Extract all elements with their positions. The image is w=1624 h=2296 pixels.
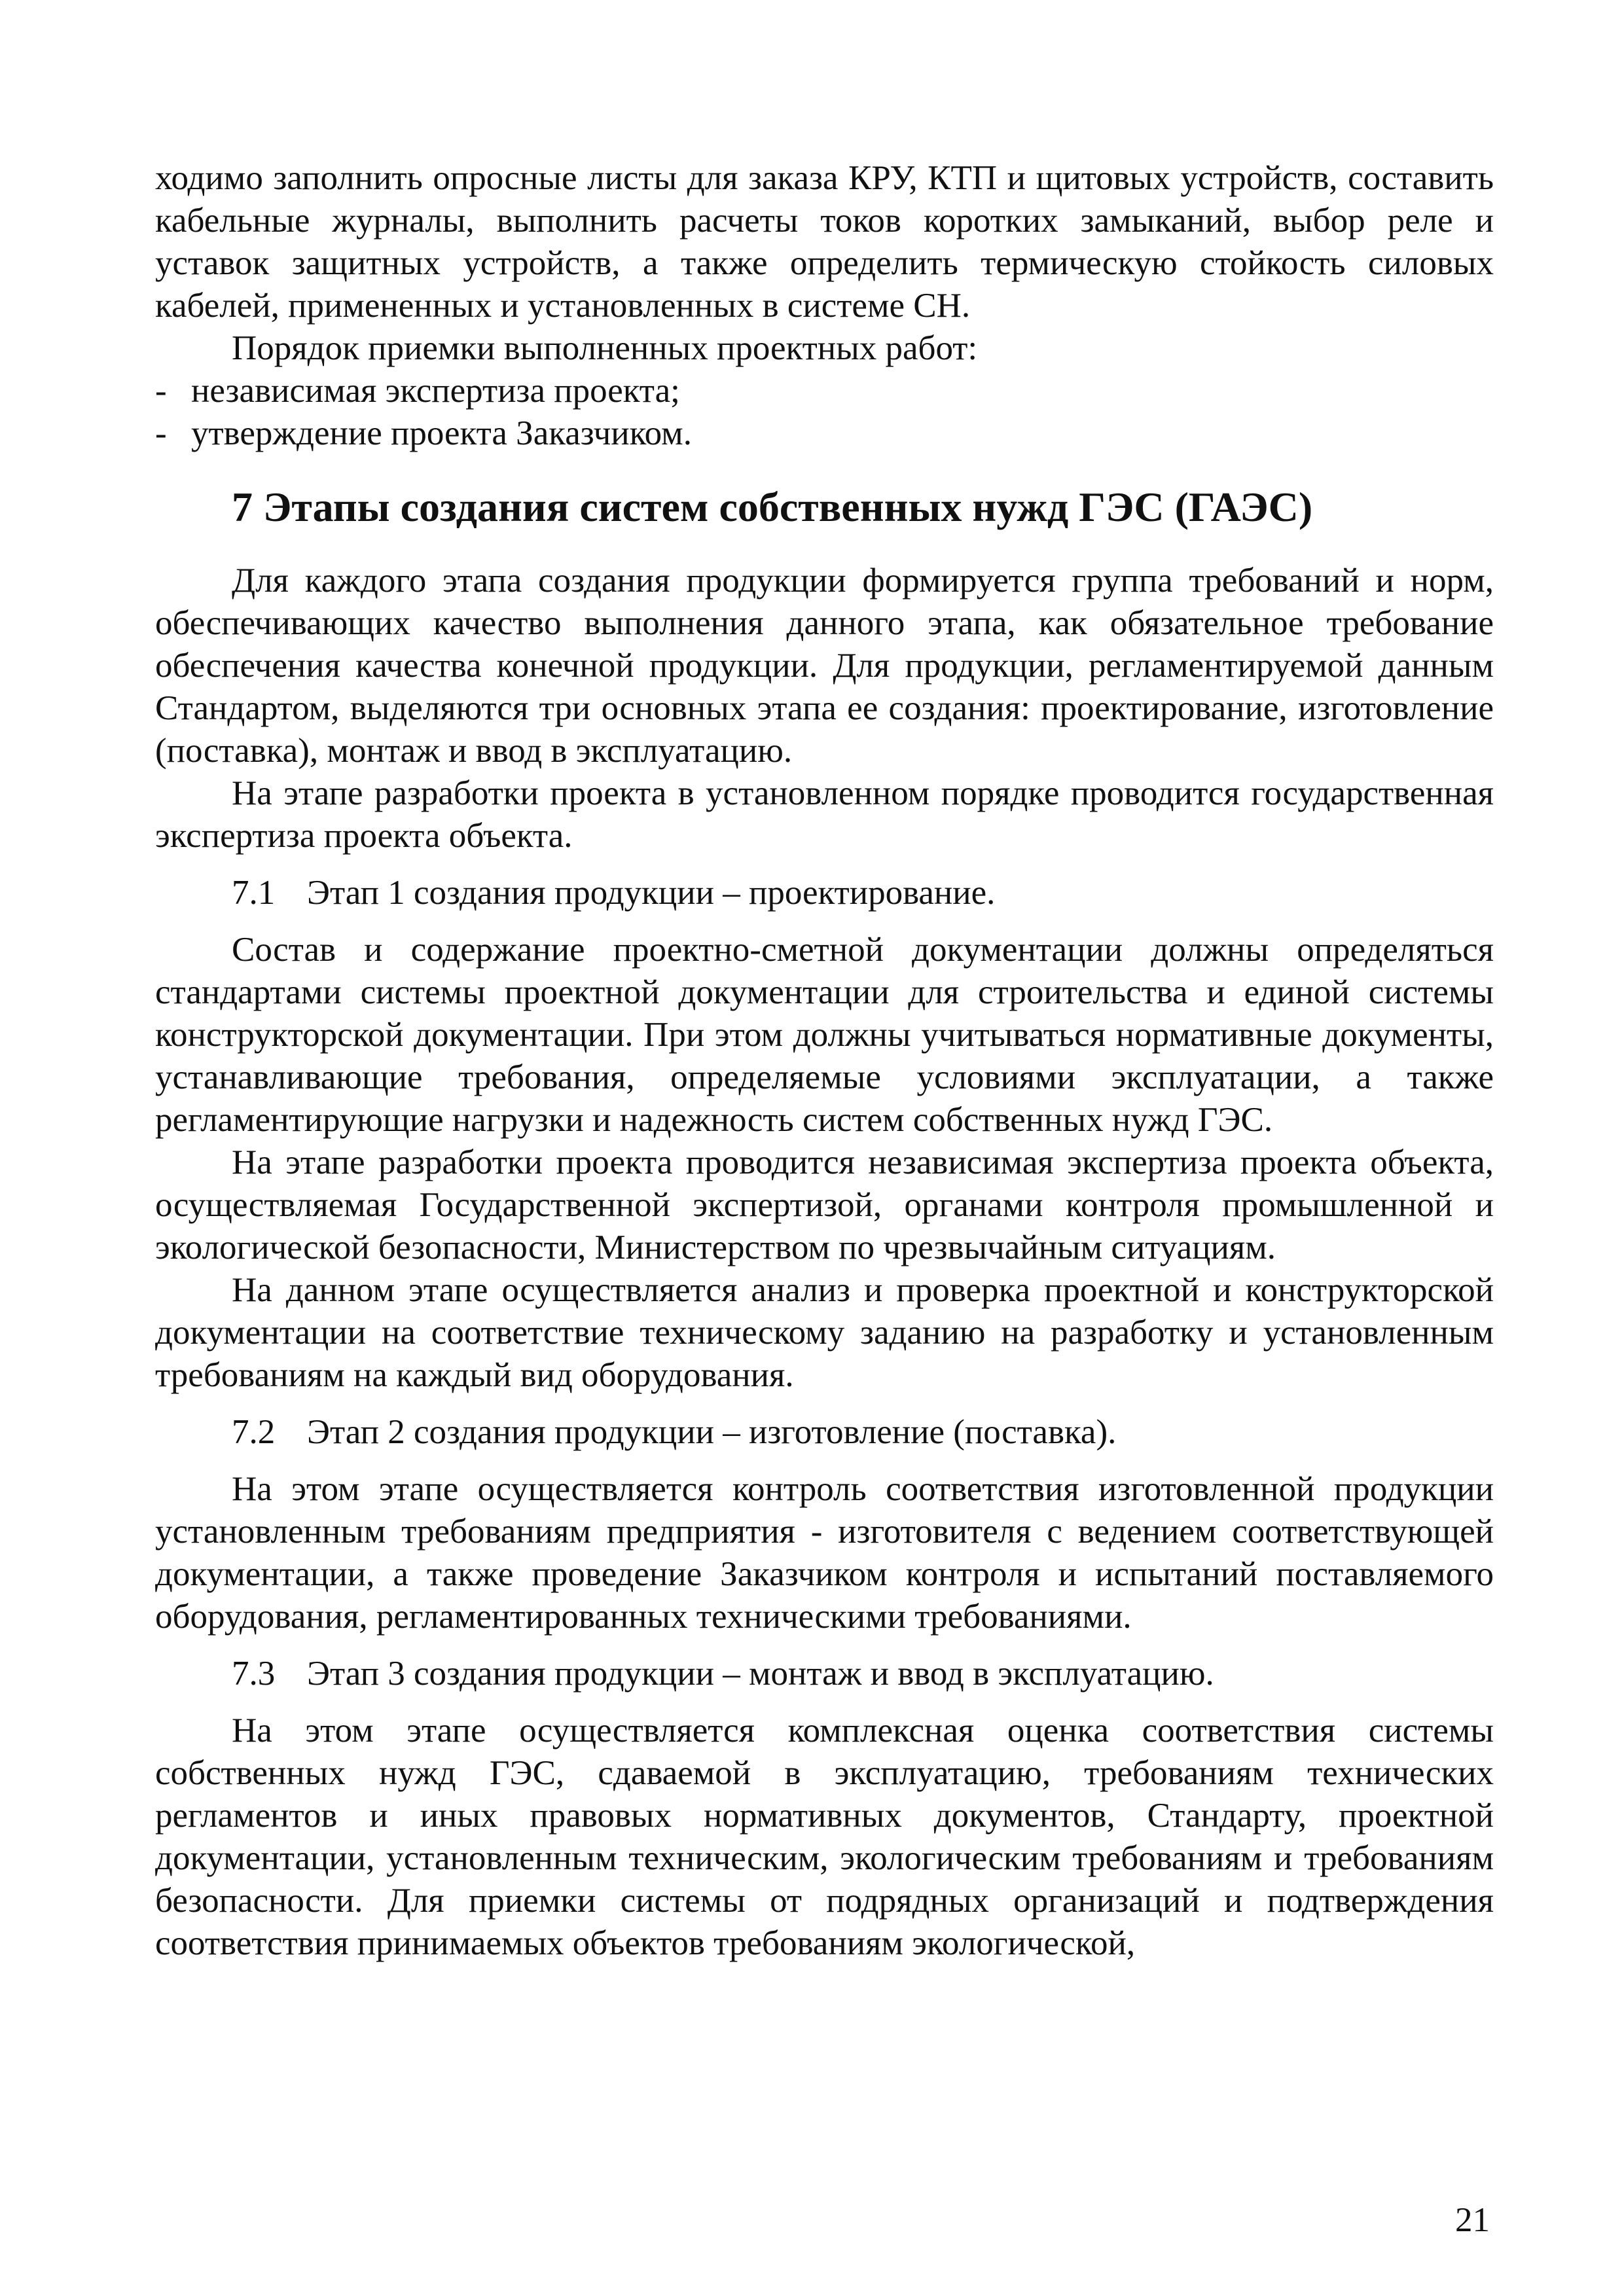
list-dash: - <box>155 414 167 452</box>
paragraph-commissioning: На этом этапе осуществляется комплексная оценка соответствия системы собственных нужд ГЭС, сдаваемой в эксплуатацию, требованиям технических регламентов и иных правовых нормативных документов, Стандарту, проектной документации, установленным техническим, экологическим требованиям и требованиям безопасности. Для приемки системы от подрядных организаций и подтверждения соответствия принимаемых объектов требованиям экологической, <box>155 1712 1494 1962</box>
subsection-number: 7.3 <box>232 1655 276 1693</box>
subsection-title: Этап 3 создания продукции – монтаж и ввод в эксплуатацию. <box>307 1655 1214 1693</box>
subsection-7-2 <box>232 1411 1494 1454</box>
paragraph-state-expertise: На этапе разработки проекта в установленном порядке проводится государственная экспертиза проекта объекта. <box>155 774 1494 855</box>
subsection-title: Этап 2 создания продукции – изготовление (поставка). <box>307 1413 1117 1451</box>
section-heading: 7 Этапы создания систем собственных нужд ГЭС (ГАЭС) <box>232 484 1313 530</box>
paragraph-manufacturing-control: На этом этапе осуществляется контроль соответствия изготовленной продукции установленным требованиям предприятия - изготовителя с ведением соответствующей документации, а также проведение Заказчиком контроля и испытаний поставляемого оборудования, регламентированных техническими требованиями. <box>155 1470 1494 1636</box>
paragraph-independent-expertise: На этапе разработки проекта проводится независимая экспертиза проекта объекта, осуществляемая Государственной экспертизой, органами контроля промышленной и экологической безопасности, Министерством по чрезвычайным ситуациям. <box>155 1143 1494 1266</box>
list-dash: - <box>155 372 167 410</box>
paragraph-analysis-check: На данном этапе осуществляется анализ и проверка проектной и конструкторской документации на соответствие техническому заданию на разработку и установленным требованиям на каждый вид оборудования. <box>155 1271 1494 1394</box>
paragraph-acceptance-order: Порядок приемки выполненных проектных работ: <box>232 329 978 367</box>
document-page <box>155 157 1494 1965</box>
list-item-text: утверждение проекта Заказчиком. <box>191 414 692 452</box>
subsection-title: Этап 1 создания продукции – проектирование. <box>307 874 996 912</box>
subsection-number: 7.2 <box>232 1413 276 1451</box>
page-number: 21 <box>1455 2201 1490 2239</box>
list-item-text: независимая экспертиза проекта; <box>191 372 680 410</box>
subsection-7-3 <box>232 1653 1494 1695</box>
subsection-7-1 <box>232 872 1494 914</box>
paragraph-project-docs-requirements: ходимо заполнить опросные листы для заказа КРУ, КТП и щитовых устройств, составить кабельные журналы, выполнить расчеты токов коротких замыканий, выбор реле и уставок защитных устройств, а также определить термическую стойкость силовых кабелей, примененных и установленных в системе СН. <box>155 159 1494 325</box>
paragraph-stages-intro: Для каждого этапа создания продукции формируется группа требований и норм, обеспечивающих качество выполнения данного этапа, как обязательное требование обеспечения качества конечной продукции. Для продукции, регламентируемой данным Стандартом, выделяются три основных этапа ее создания: проектирование, изготовление (поставка), монтаж и ввод в эксплуатацию. <box>155 562 1494 770</box>
paragraph-design-docs: Состав и содержание проектно-сметной документации должны определяться стандартами системы проектной документации для строительства и единой системы конструкторской документации. При этом должны учитываться нормативные документы, устанавливающие требования, определяемые условиями эксплуатации, а также регламентирующие нагрузки и надежность систем собственных нужд ГЭС. <box>155 931 1494 1139</box>
list-item <box>155 412 1494 455</box>
subsection-number: 7.1 <box>232 874 276 912</box>
list-item <box>155 370 1494 412</box>
